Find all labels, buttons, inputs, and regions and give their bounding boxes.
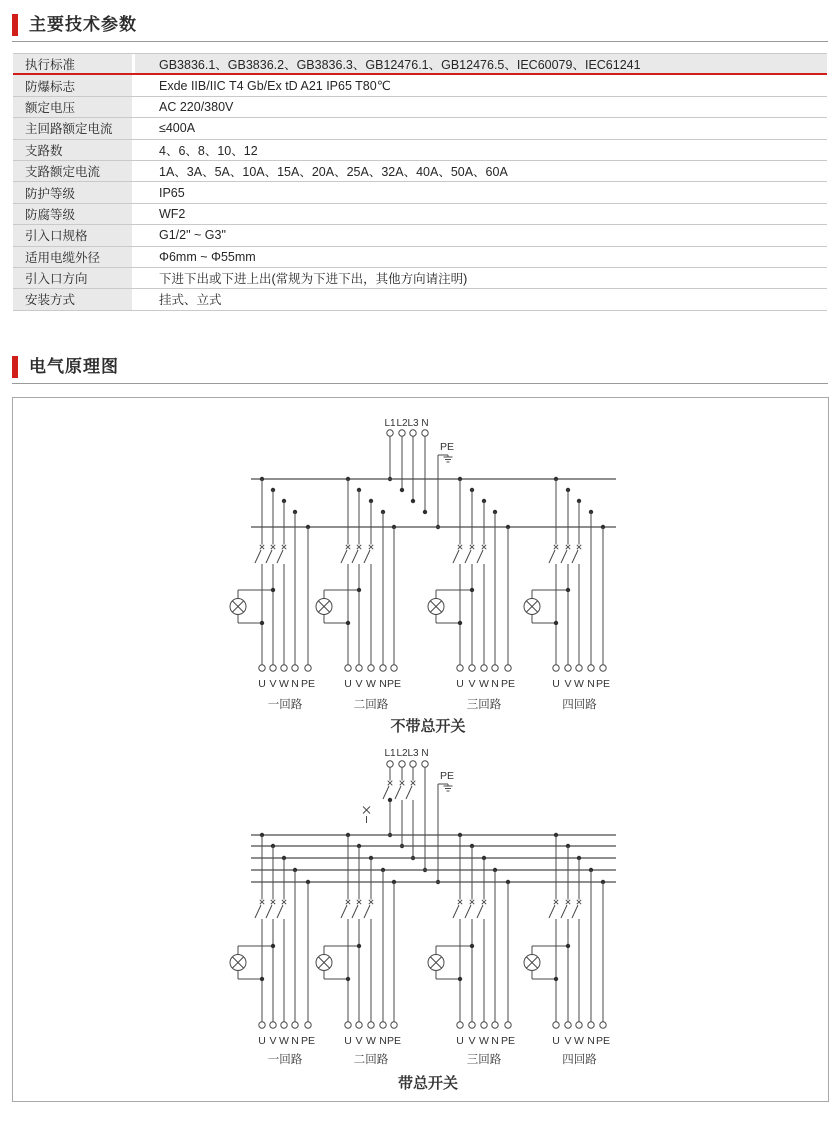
- spec-label: 防爆标志: [13, 75, 135, 95]
- spec-table: [13, 53, 827, 311]
- svg-text:N: N: [421, 418, 429, 429]
- svg-text:L3: L3: [407, 418, 419, 429]
- svg-text:三回路: 三回路: [466, 1054, 502, 1066]
- svg-text:四回路: 四回路: [562, 699, 597, 711]
- spec-value: 4、6、8、10、12: [135, 140, 827, 160]
- svg-text:V: V: [564, 1035, 572, 1047]
- spec-row: [13, 54, 827, 75]
- header-underline: [12, 383, 828, 384]
- section-title-params: 主要技术参数: [29, 15, 137, 34]
- svg-text:PE: PE: [595, 1035, 611, 1047]
- svg-text:N: N: [379, 678, 387, 690]
- svg-text:一回路: 一回路: [267, 699, 303, 711]
- spec-row: [13, 118, 827, 139]
- svg-text:一回路: 一回路: [267, 1054, 303, 1066]
- spec-row: [13, 140, 827, 161]
- spec-label: 防腐等级: [13, 204, 135, 224]
- svg-text:U: U: [456, 678, 464, 690]
- svg-text:N: N: [379, 1035, 387, 1047]
- svg-text:PE: PE: [595, 678, 611, 690]
- spec-label: 执行标准: [13, 54, 135, 73]
- schematic-svg: [13, 398, 828, 1101]
- spec-label: 额定电压: [13, 97, 135, 117]
- svg-text:V: V: [355, 1035, 363, 1047]
- svg-text:四回路: 四回路: [562, 1054, 597, 1066]
- svg-text:PE: PE: [500, 678, 516, 690]
- svg-text:PE: PE: [300, 1035, 316, 1047]
- spec-value: 1A、3A、5A、10A、15A、20A、25A、32A、40A、50A、60A: [135, 161, 827, 181]
- svg-text:N: N: [291, 1035, 299, 1047]
- svg-text:W: W: [479, 678, 489, 690]
- red-accent-bar: [12, 356, 18, 378]
- spec-row: [13, 289, 827, 310]
- svg-text:V: V: [355, 678, 363, 690]
- svg-text:V: V: [468, 678, 476, 690]
- spec-label: 引入口方向: [13, 268, 135, 288]
- section-header-params: [12, 13, 828, 45]
- svg-text:U: U: [258, 678, 266, 690]
- red-accent-bar: [12, 14, 18, 36]
- svg-text:W: W: [479, 1035, 489, 1047]
- svg-text:W: W: [366, 1035, 376, 1047]
- svg-text:三回路: 三回路: [466, 699, 502, 711]
- svg-text:V: V: [564, 678, 572, 690]
- spec-value: IP65: [135, 182, 827, 202]
- svg-text:W: W: [574, 678, 584, 690]
- svg-text:PE: PE: [500, 1035, 516, 1047]
- svg-text:N: N: [491, 678, 499, 690]
- section-title-schematic: 电气原理图: [29, 357, 119, 376]
- svg-text:L3: L3: [407, 748, 419, 759]
- schematic-panel: [12, 397, 829, 1102]
- svg-text:L1: L1: [384, 748, 396, 759]
- svg-text:二回路: 二回路: [353, 1054, 389, 1066]
- svg-text:V: V: [468, 1035, 476, 1047]
- svg-text:二回路: 二回路: [353, 699, 389, 711]
- svg-text:N: N: [421, 748, 429, 759]
- header-underline: [12, 41, 828, 42]
- svg-text:N: N: [491, 1035, 499, 1047]
- spec-label: 支路额定电流: [13, 161, 135, 181]
- svg-text:U: U: [344, 1035, 352, 1047]
- spec-row: [13, 247, 827, 268]
- spec-label: 适用电缆外径: [13, 247, 135, 267]
- svg-text:PE: PE: [386, 1035, 402, 1047]
- svg-text:带总开关: 带总开关: [397, 1075, 459, 1092]
- spec-value: ≤400A: [135, 118, 827, 138]
- svg-text:U: U: [552, 678, 560, 690]
- svg-text:PE: PE: [386, 678, 402, 690]
- svg-text:不带总开关: 不带总开关: [390, 718, 466, 735]
- svg-text:PE: PE: [300, 678, 316, 690]
- spec-value: GB3836.1、GB3836.2、GB3836.3、GB12476.1、GB12476.5、IEC60079、IEC61241: [135, 54, 827, 73]
- spec-row: [13, 97, 827, 118]
- svg-text:W: W: [366, 678, 376, 690]
- spec-row: [13, 268, 827, 289]
- diagram-with-main-switch: [230, 748, 616, 1092]
- spec-row: [13, 204, 827, 225]
- spec-label: 防护等级: [13, 182, 135, 202]
- spec-row: [13, 75, 827, 96]
- svg-text:U: U: [456, 1035, 464, 1047]
- spec-value: Exde IIB/IIC T4 Gb/Ex tD A21 IP65 T80℃: [135, 75, 827, 95]
- svg-text:N: N: [291, 678, 299, 690]
- spec-label: 主回路额定电流: [13, 118, 135, 138]
- spec-value: Φ6mm ~ Φ55mm: [135, 247, 827, 267]
- svg-text:V: V: [269, 1035, 277, 1047]
- spec-row: [13, 161, 827, 182]
- svg-text:L2: L2: [396, 418, 408, 429]
- spec-value: 挂式、立式: [135, 289, 827, 309]
- spec-label: 安装方式: [13, 289, 135, 309]
- svg-text:N: N: [587, 678, 595, 690]
- spec-label: 引入口规格: [13, 225, 135, 245]
- spec-value: AC 220/380V: [135, 97, 827, 117]
- svg-text:L2: L2: [396, 748, 408, 759]
- svg-text:U: U: [552, 1035, 560, 1047]
- svg-text:W: W: [279, 1035, 289, 1047]
- svg-text:L1: L1: [384, 418, 396, 429]
- spec-value: WF2: [135, 204, 827, 224]
- spec-value: 下进下出或下进上出(常规为下进下出，其他方向请注明): [135, 268, 827, 288]
- svg-text:V: V: [269, 678, 277, 690]
- diagram-without-main-switch: [230, 418, 616, 735]
- svg-text:U: U: [344, 678, 352, 690]
- section-header-schematic: [12, 355, 828, 387]
- svg-text:PE: PE: [440, 441, 455, 453]
- spec-row: [13, 182, 827, 203]
- svg-text:N: N: [587, 1035, 595, 1047]
- svg-text:U: U: [258, 1035, 266, 1047]
- spec-label: 支路数: [13, 140, 135, 160]
- svg-text:PE: PE: [440, 770, 455, 782]
- svg-text:W: W: [279, 678, 289, 690]
- svg-text:W: W: [574, 1035, 584, 1047]
- spec-value: G1/2" ~ G3": [135, 225, 827, 245]
- spec-row: [13, 225, 827, 246]
